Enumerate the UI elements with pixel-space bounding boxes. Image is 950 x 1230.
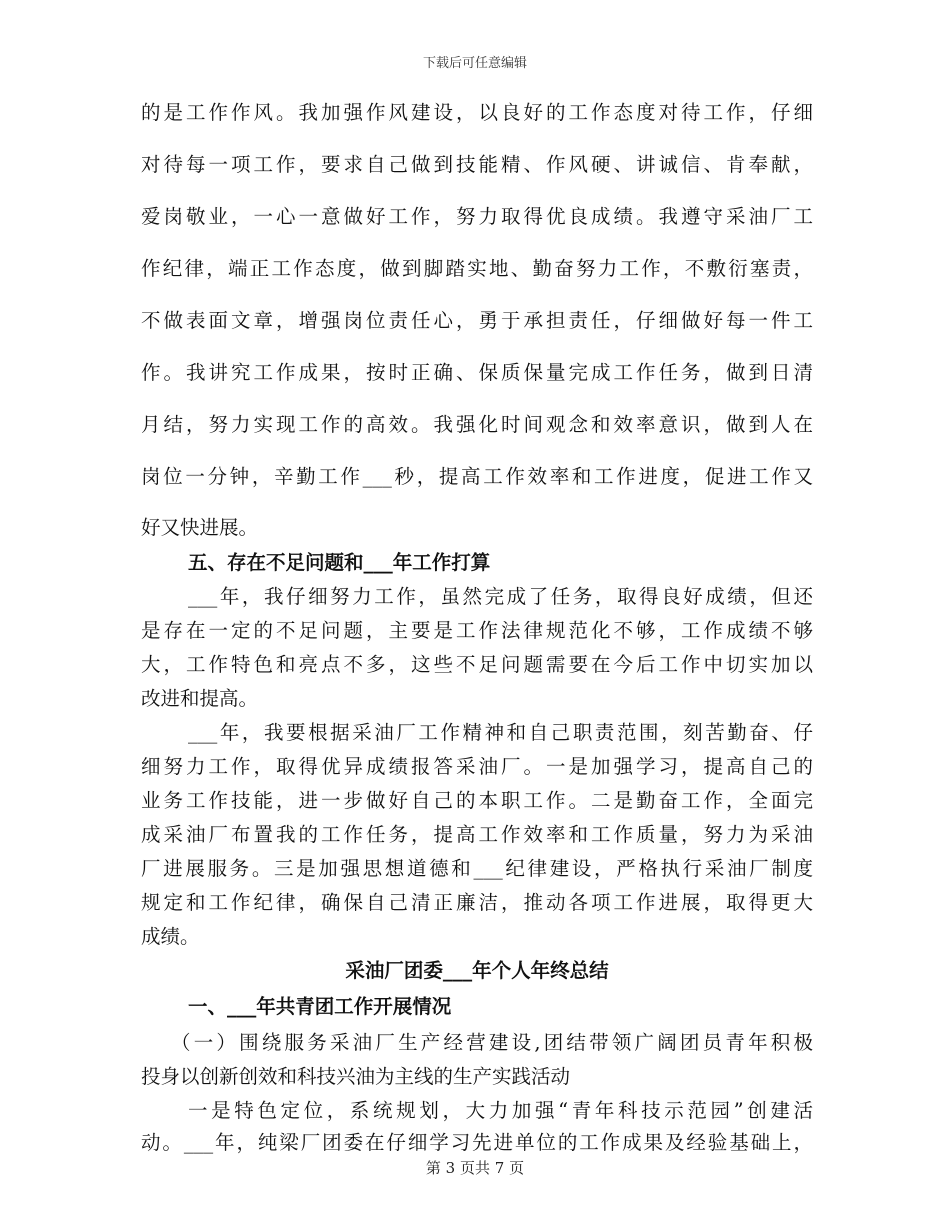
paragraph-line: 动。___年，纯梁厂团委在仔细学习先进单位的工作成果及经验基础上，: [141, 1131, 813, 1154]
paragraph-line: ___年，我要根据采油厂工作精神和自己职责范围，刻苦勤奋、仔: [188, 721, 813, 744]
paragraph-line: 成绩。: [141, 925, 200, 948]
paragraph-line: 好又快进展。: [141, 516, 259, 539]
paragraph-line: 爱岗敬业，一心一意做好工作，努力取得优良成绩。我遵守采油厂工: [141, 205, 813, 228]
paragraph-line: 月结，努力实现工作的高效。我强化时间观念和效率意识，做到人在: [141, 413, 813, 436]
page-footer: 第 3 页共 7 页: [425, 1159, 525, 1177]
page-header: 下载后可任意编辑: [422, 56, 527, 71]
paragraph-line: 不做表面文章，增强岗位责任心，勇于承担责任，仔细做好每一件工: [141, 309, 813, 332]
paragraph-line: 作纪律，端正工作态度，做到脚踏实地、勤奋努力工作，不敷衍塞责，: [141, 257, 813, 280]
paragraph-line: 是存在一定的不足问题，主要是工作法律规范化不够，工作成绩不够: [141, 619, 813, 642]
paragraph-line: 成采油厂布置我的工作任务，提高工作效率和工作质量，努力为采油: [141, 823, 813, 846]
paragraph-line: （一）围绕服务采油厂生产经营建设,团结带领广阔团员青年积极: [171, 1031, 813, 1054]
paragraph-line: 一是特色定位，系统规划，大力加强“青年科技示范园”创建活: [188, 1099, 813, 1122]
paragraph-line: 厂进展服务。三是加强思想道德和___纪律建设，严格执行采油厂制度: [141, 857, 813, 880]
paragraph-line: 改进和提高。: [141, 687, 259, 710]
section-heading: 五、存在不足问题和___年工作打算: [188, 551, 491, 574]
paragraph-line: 的是工作作风。我加强作风建设，以良好的工作态度对待工作，仔细: [141, 101, 813, 124]
paragraph-line: 规定和工作纪律，确保自己清正廉洁，推动各项工作进展，取得更大: [141, 891, 813, 914]
paragraph-line: 岗位一分钟，辛勤工作___秒，提高工作效率和工作进度，促进工作又: [141, 465, 813, 488]
paragraph-line: 细努力工作，取得优异成绩报答采油厂。一是加强学习，提高自己的: [141, 755, 813, 778]
paragraph-line: 投身以创新创效和科技兴油为主线的生产实践活动: [141, 1065, 571, 1088]
paragraph-line: 业务工作技能，进一步做好自己的本职工作。二是勤奋工作，全面完: [141, 789, 813, 812]
paragraph-line: ___年，我仔细努力工作，虽然完成了任务，取得良好成绩，但还: [188, 585, 813, 608]
paragraph-line: 对待每一项工作，要求自己做到技能精、作风硬、讲诚信、肯奉献，: [141, 153, 813, 176]
document-title: 采油厂团委___年个人年终总结: [345, 959, 609, 982]
paragraph-line: 大，工作特色和亮点不多，这些不足问题需要在今后工作中切实加以: [141, 653, 813, 676]
paragraph-line: 作。我讲究工作成果，按时正确、保质保量完成工作任务，做到日清: [141, 361, 813, 384]
section-heading: 一、___年共青团工作开展情况: [188, 995, 452, 1018]
